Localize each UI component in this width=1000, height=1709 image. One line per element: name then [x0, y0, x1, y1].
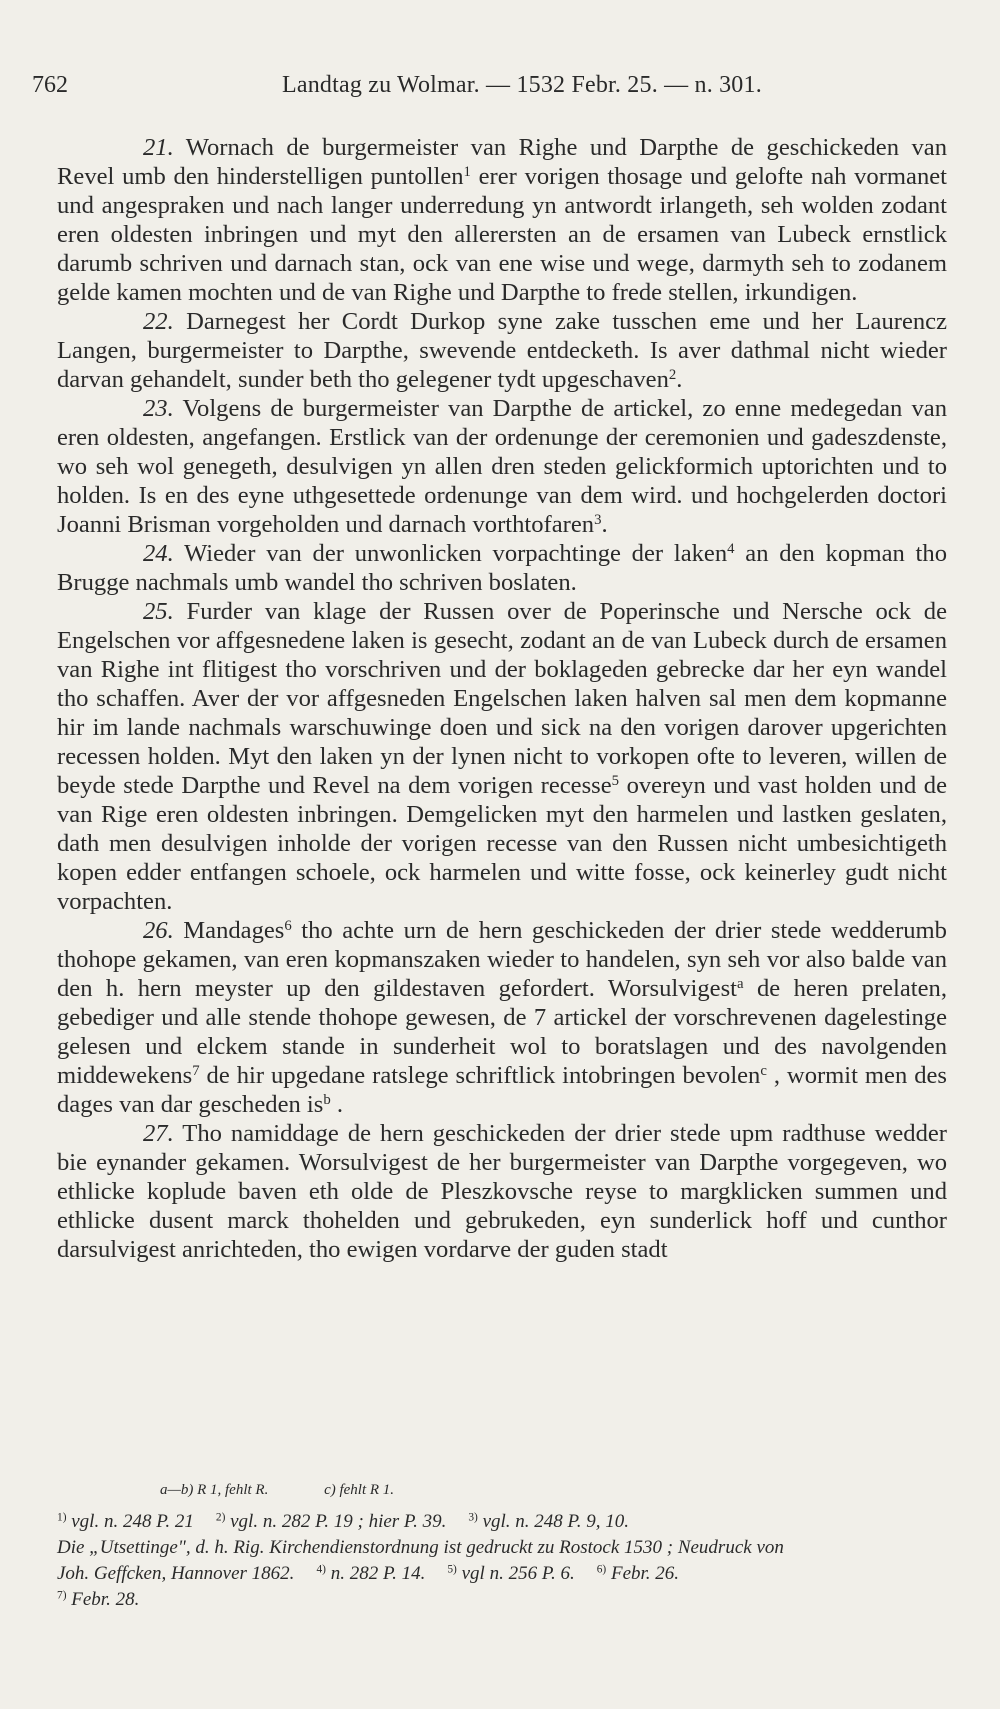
page-header	[32, 72, 960, 112]
paragraph-24: 24. Wieder van der unwonlicken vorpachtinge der laken$^4$ an den kopman tho Brugge nachmals umb wandel tho schriven boslaten.	[57, 540, 947, 596]
section-number: 21.	[143, 134, 174, 161]
variant-ref: b	[323, 1091, 331, 1108]
footnote-ref: 3	[594, 511, 602, 528]
paragraph-23: 23. Volgens de burgermeister van Darpthe de artickel, zo enne medegedan van eren oldesten, angefangen. Erstlick van der ordenunge der ceremonien und gadeszdenste, wo seh wol genegeth, desulvigen yn allen dren steden gelickformich uptorichten und to holden. Is en des eyne uthgesettede ordenunge van dem wird. und hochgelerden doctori Joanni Brisman vorgeholden und darnach vorthtofaren$^3$.	[57, 395, 947, 538]
main-text	[57, 133, 947, 1264]
variant-note: a—b) R 1, fehlt R.	[160, 1482, 269, 1498]
footnote-ref: 1	[463, 163, 471, 180]
running-title: Landtag zu Wolmar. — 1532 Febr. 25. — n. 301.	[282, 72, 762, 98]
variant-ref: a	[737, 975, 744, 992]
footnote-ref: 5	[611, 772, 620, 789]
section-number: 23.	[143, 395, 174, 422]
footnote-ref: 6	[284, 917, 292, 934]
paragraph-26: 26. Mandages$^6$ tho achte urn de hern geschickeden der drier stede wedderumb thohope gekamen, van eren kopmanszaken wieder to handelen, syn seh vor also balde van den h. hern meyster up den gildestaven gefordert. Worsulvigest$^a$ de heren prelaten, gebediger und alle stende thohope gewesen, de 7 artickel der vorschrevenen dagelestinge gelesen und elckem stande in sunderheit wol to boratslagen und des navolgenden middewekens$^7$ de hir upgedane ratslege schriftlick intobringen bevolen$^c$ , wormit men des dages van dar gescheden $is^b$ .	[57, 917, 948, 1118]
footnote-ref: 4	[727, 540, 735, 557]
page-number: 762	[32, 72, 68, 98]
footnote-ref: 7	[192, 1062, 200, 1079]
section-number: 27.	[143, 1120, 174, 1147]
section-number: 24.	[143, 540, 174, 567]
footnote-ref: 2	[668, 366, 677, 383]
paragraph-21: 21. Wornach de burgermeister van Righe und Darpthe de geschickeden van Revel umb den hinderstelligen puntollen$^1$ erer vorigen thosage und gelofte nah vormanet und angespraken und nach langer underredung yn antwordt irlangeth, seh wolden zodant eren oldesten inbringen und myt den allerersten an de ersamen van Lubeck ernstlick darumb schriven und darnach stan, ock van ene wise und wege, darmyth seh to zodanem gelde kamen mochten und de van Righe und Darpthe to frede stellen, irkundigen.	[57, 134, 947, 306]
paragraph-25: 25. Furder van klage der Russen over de Poperinsche und Nersche ock de Engelschen vor affgesnedene laken is gesecht, zodant an de van Lubeck durch de ersamen van Righe int flitigest tho vorschriven und der boklageden gebrecke dar her eyn wandel tho schaffen. Aver der vor affgesneden Engelschen laken halven sal men dem kopmanne hir im lande nachmals warschuwinge doen und sick na den vorigen darover upgerichten recessen holden. Myt den laken yn der lynen nicht to vorkopen ofte to leveren, willen de beyde stede Darpthe und Revel na dem vorigen recesse$^5$ overeyn und vast holden und de van Rige eren oldesten inbringen. Demgelicken myt den harmelen und lastken geslaten, dath men desulvigen inholde der vorigen recesse van den Russen nicht umbesichtigeth kopen edder entfangen schoele, ock harmelen und witte fosse, ock keinerley gudt nicht vorpachten.	[57, 598, 947, 915]
section-number: 25.	[143, 598, 174, 625]
footnote-line: $^{7)}$ Febr. 28.	[57, 1589, 140, 1610]
footnotes	[57, 1509, 947, 1613]
footnote-line: $^{1)}$ vgl. n. 248 P. 21 $^{2)}$ vgl. n. 282 P. 19 ; hier P. 39. $^{3)}$ vgl. n. 248 P. 9, 10.	[57, 1511, 629, 1532]
section-number: 26.	[143, 917, 174, 944]
paragraph-27: 27. Tho namiddage de hern geschickeden der drier stede upm radthuse wedder bie eynander gekamen. Worsulvigest de her burgermeister van Darpthe vorgegeven, wo ethlicke koplude baven eth olde de Pleszkovsche reyse to margklicken summen und ethlicke dusent marck thohelden und gebrukeden, eyn sunderlick hoff und cunthor darsulvigest anrichteden, tho ewigen vordarve der guden stadt	[57, 1120, 947, 1263]
paragraph-22: 22. Darnegest her Cordt Durkop syne zake tusschen eme und her Laurencz Langen, burgermeister to Darpthe, swevende entdecketh. Is aver dathmal nicht wieder darvan gehandelt, sunder beth tho gelegener tydt upgeschaven$^2$.	[57, 308, 947, 393]
variant-ref: c	[760, 1062, 767, 1079]
footnote-line: Joh. Geffcken, Hannover 1862. $^{4)}$ n. 282 P. 14. $^{5)}$ vgl n. 256 P. 6. $^{6)}$ Febr. 26.	[57, 1563, 680, 1584]
variant-note: c) fehlt R 1.	[324, 1482, 395, 1498]
section-number: 22.	[143, 308, 174, 335]
footnote-line: Die „Utsettinge", d. h. Rig. Kirchendienstordnung ist gedruckt zu Rostock 1530 ; Neudruck von	[57, 1537, 784, 1558]
text-variants	[160, 1482, 446, 1499]
